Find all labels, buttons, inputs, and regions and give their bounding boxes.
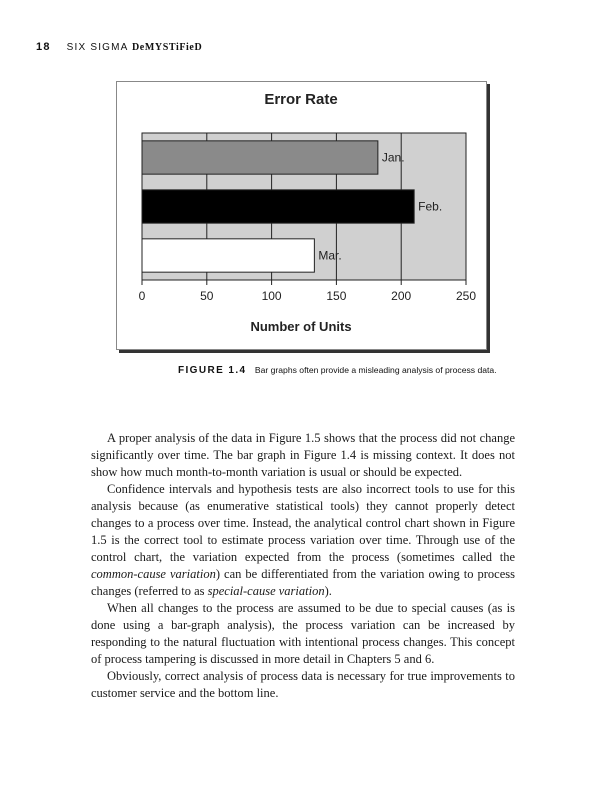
- bar-label: Feb.: [418, 199, 443, 214]
- body-text: [91, 430, 515, 702]
- paragraph-2-part-a: Confidence intervals and hypothesis tests are also incorrect tools to use for this analysis because (as enumerative statistical tools) they cannot properly detect changes to a process over time. Instead, the analytical control chart shown in Figure 1.5 is the correct tool to estimate process variation over time. Through use of the control chart, the variation expected from the process (sometimes called the: [91, 482, 515, 564]
- bar-jan: [142, 141, 378, 174]
- bar-label: Jan.: [381, 150, 405, 165]
- paragraph-2-part-c: ).: [324, 584, 332, 598]
- paragraph-3: When all changes to the process are assumed to be due to special causes (as is done using a bar-graph analysis), the process variation can be increased by responding to the natural fluctuation with intentional process changes. This concept of process tampering is discussed in more detail in Chapters 5 and 6.: [91, 601, 515, 666]
- x-axis-label: Number of Units: [250, 319, 352, 334]
- x-tick-label: 200: [391, 289, 412, 303]
- paragraph-2: [91, 481, 515, 600]
- paragraph-2-part-b: ) can be differentiated from the variation owing to process changes (referred to as: [91, 567, 515, 598]
- x-tick-label: 50: [200, 289, 214, 303]
- paragraph-1: A proper analysis of the data in Figure 1.5 shows that the process did not change significantly over time. The bar graph in Figure 1.4 is missing context. It does not show how much month-to-month variation is usual or should be expected.: [91, 431, 515, 479]
- error-rate-chart: [117, 82, 486, 349]
- paragraph-4: Obviously, correct analysis of process data is necessary for true improvements to customer service and the bottom line.: [91, 669, 515, 700]
- bar-label: Mar.: [318, 248, 342, 263]
- page-number: 18: [36, 41, 51, 53]
- x-tick-label: 150: [326, 289, 347, 303]
- book-title-tail: DeMYSTiFieD: [131, 42, 203, 53]
- x-tick-label: 0: [138, 289, 146, 303]
- book-title: SIX SIGMA: [66, 42, 128, 53]
- figure-caption: [178, 365, 497, 376]
- x-tick-label: 250: [455, 289, 477, 303]
- bar-mar: [142, 239, 314, 272]
- term-special-cause: special-cause variation: [207, 584, 325, 598]
- figure-label: FIGURE 1.4: [178, 365, 247, 376]
- term-common-cause: common-cause variation: [91, 567, 216, 581]
- chart-title: Error Rate: [264, 91, 338, 108]
- x-tick-label: 100: [261, 289, 282, 303]
- figure-1-4: [116, 81, 487, 350]
- caption-text: Bar graphs often provide a misleading analysis of process data.: [254, 365, 497, 375]
- bar-feb: [142, 190, 414, 223]
- running-head: [36, 41, 202, 53]
